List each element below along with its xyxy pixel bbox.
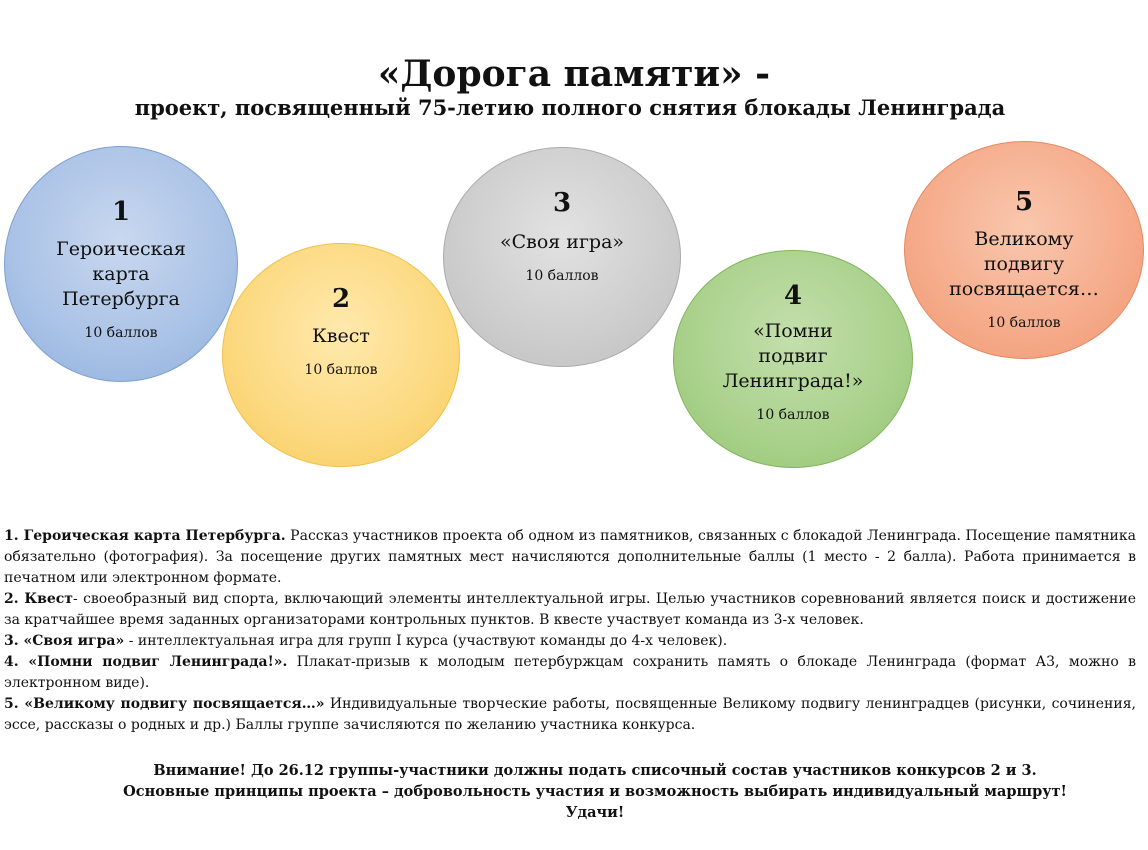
stage-circle-3 [443,147,681,367]
stage-circle-5 [904,141,1144,359]
description-title: 5. «Великому подвигу посвящается…» [4,696,325,712]
description-text: - своеобразный вид спорта, включающий элементы интеллектуальной игры. Целью участников соревнований является поиск и достижение за кратчайшее время заданных организаторами контрольных пунктов. В квесте участвует команда из 3-х человек. [4,591,1136,628]
notice-principles: Основные принципы проекта – добровольность участия и возможность выбирать индивидуальный маршрут! [123,783,1067,800]
stage-name-line: Героическая [56,238,186,260]
description-item [4,694,1136,736]
stage-points: 10 баллов [525,268,599,284]
description-title: 1. Героическая карта Петербурга. [4,528,286,544]
stage-number: 1 [111,197,131,227]
description-item [4,526,1136,589]
stage-points: 10 баллов [304,362,378,378]
stage-number: 3 [552,188,572,218]
stage-name [500,230,624,255]
stage-number: 2 [331,284,351,314]
description-item [4,652,1136,694]
stage-circle-4 [673,250,913,468]
stage-name-line: Петербурга [62,288,180,310]
stage-descriptions [4,526,1136,736]
stage-name-line: Квест [312,325,370,347]
notice-block [0,760,1148,823]
description-title: 4. «Помни подвиг Ленинграда!». [4,654,288,670]
description-title: 3. «Своя игра» [4,633,125,649]
description-text: Индивидуальные творческие работы, посвященные Великому подвигу ленинградцев (рисунки, сочинения, эссе, рассказы о родных и др.) Баллы группе зачисляются по желанию участника конкурса. [4,696,1136,733]
stage-name-line: «Своя игра» [499,231,625,253]
stage-circle-2 [222,243,460,467]
stage-name-line: Великому [974,228,1074,250]
stage-points: 10 баллов [756,407,830,423]
description-text: Рассказ участников проекта об одном из памятников, связанных с блокадой Ленинграда. Посещение памятника обязательно (фотография). За посещение других памятных мест начисляются дополнительные баллы (1 место - 2 балла). Работа принимается в печатном или электронном формате. [4,528,1136,586]
notice-good-luck: Удачи! [565,804,625,821]
stage-name [949,227,1099,302]
stage-points: 10 баллов [987,315,1061,331]
stage-name [723,319,864,394]
stage-name-line: карта [92,263,150,285]
stage-name-line: Ленинграда!» [722,370,864,392]
description-text: Плакат-призыв к молодым петербуржцам сохранить память о блокаде Ленинграда (формат А3, можно в электронном виде). [4,654,1136,691]
stage-circle-1 [4,146,238,382]
stage-name [312,324,370,349]
description-text: - интеллектуальная игра для групп I курса (участвуют команды до 4-х человек). [124,633,728,649]
stage-points: 10 баллов [84,325,158,341]
stage-number: 4 [783,281,803,311]
description-item [4,631,1136,652]
description-title: 2. Квест [4,591,73,607]
notice-deadline: Внимание! До 26.12 группы-участники должны подать списочный состав участников конкурсов 2 и 3. [153,762,1037,779]
page-title: «Дорога памяти» - [377,53,771,95]
stage-name [56,237,186,312]
description-item [4,589,1136,631]
stage-name-line: подвиг [758,345,828,367]
stage-name-line: подвигу [983,253,1065,275]
stage-name-line: «Помни [753,320,833,342]
page-subtitle: проект, посвященный 75-летию полного снятия блокады Ленинграда [134,95,1006,120]
stage-number: 5 [1014,187,1034,217]
stage-name-line: посвящается… [949,278,1099,300]
